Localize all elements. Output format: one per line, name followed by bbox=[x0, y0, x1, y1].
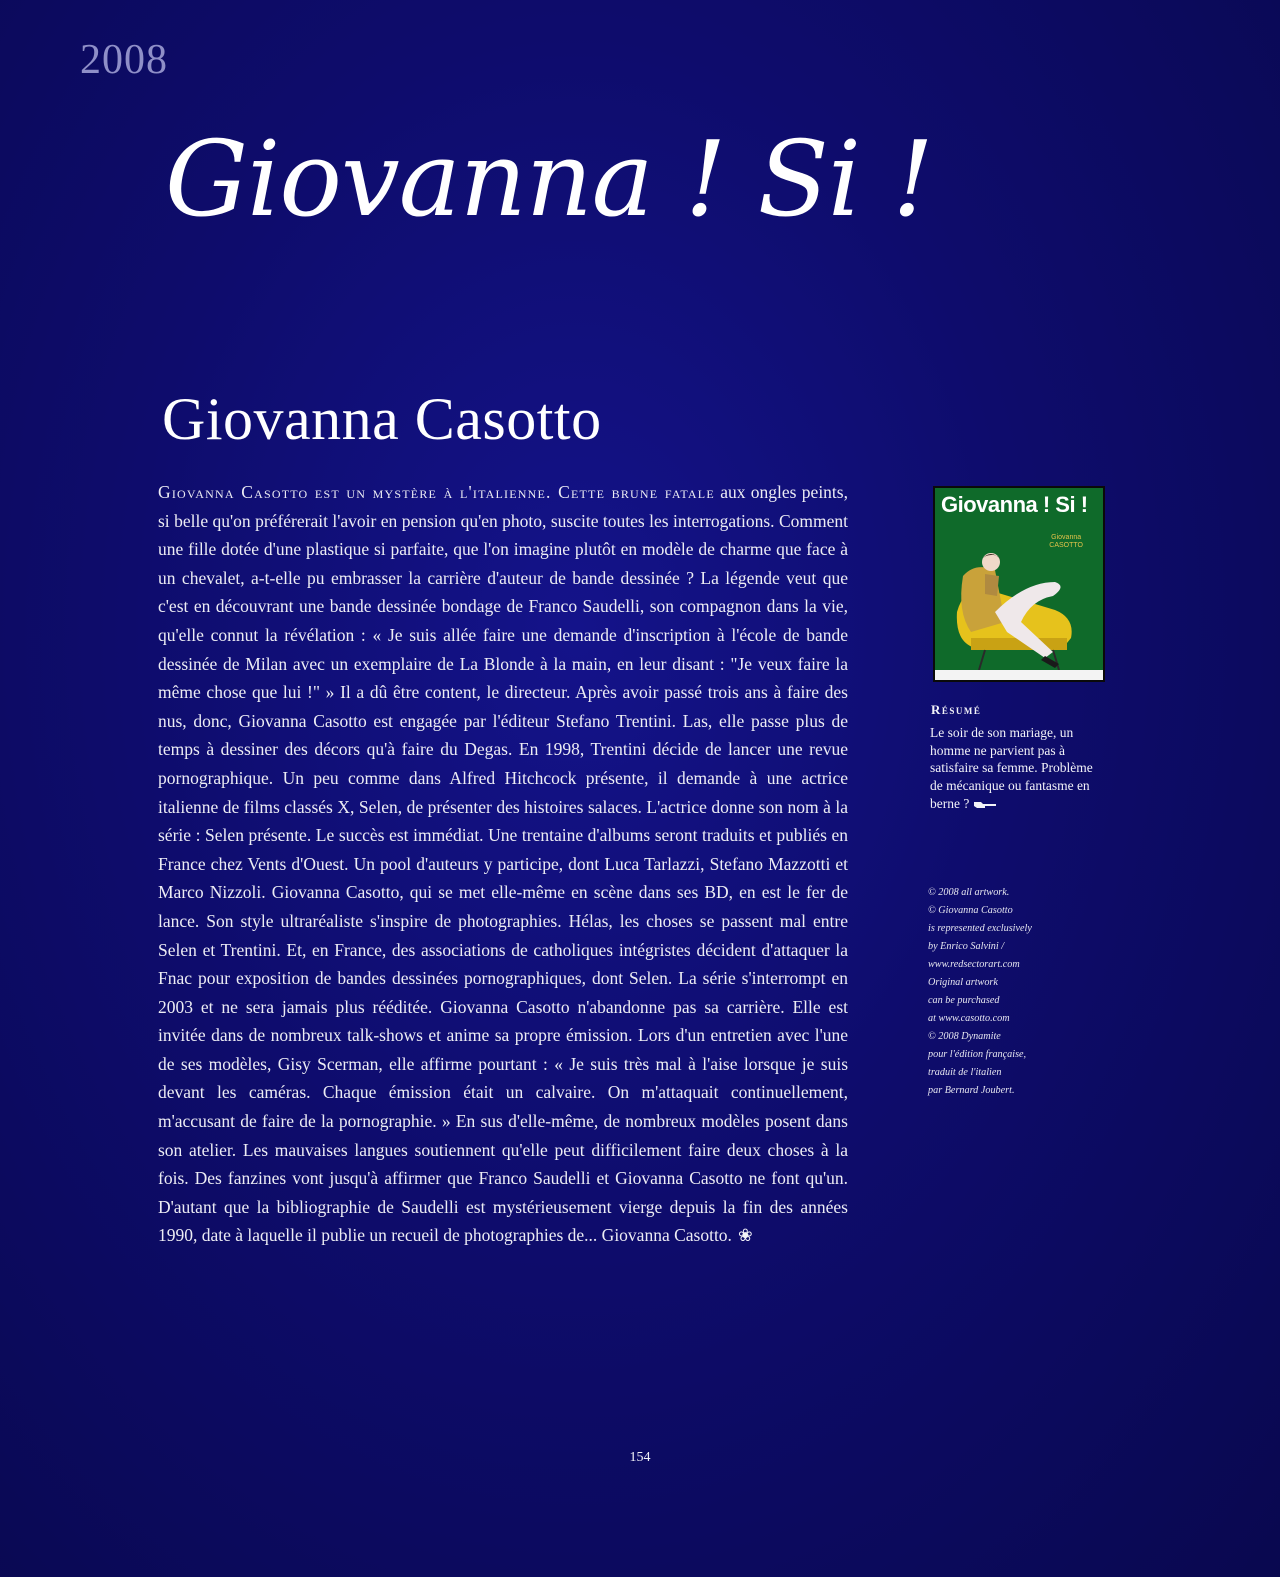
cover-author-first: Giovanna bbox=[1051, 534, 1082, 541]
resume-title: Résumé bbox=[931, 702, 982, 717]
cover-title: Giovanna ! Si ! bbox=[941, 492, 1088, 517]
cover-chair-leg bbox=[979, 650, 985, 670]
credit-line: is represented exclusively bbox=[928, 923, 1032, 934]
cover-bottom-strip bbox=[935, 670, 1103, 680]
credit-line: at www.casotto.com bbox=[928, 1013, 1010, 1024]
cover-figure-head bbox=[982, 553, 1000, 571]
pointing-hand-icon bbox=[973, 800, 997, 810]
cover-author bbox=[1049, 534, 1083, 550]
credits-block bbox=[928, 884, 1108, 1100]
resume-text bbox=[930, 724, 1105, 813]
credit-line: par Bernard Joubert. bbox=[928, 1085, 1015, 1096]
credit-line: © 2008 all artwork. bbox=[928, 887, 1010, 898]
credit-line: can be purchased bbox=[928, 995, 1000, 1006]
cover-author-last: CASOTTO bbox=[1049, 542, 1083, 549]
book-cover-image bbox=[933, 486, 1105, 682]
credit-line: www.redsectorart.com bbox=[928, 959, 1020, 970]
page-title: Giovanna ! Si ! bbox=[165, 118, 933, 240]
author-heading: Giovanna Casotto bbox=[162, 386, 602, 452]
credit-line: pour l'édition française, bbox=[928, 1049, 1027, 1060]
article-text: aux ongles peints, si belle qu'on préférerait l'avoir en pension qu'en photo, suscite toutes les interrogations. Comment une fille dotée d'une plastique si parfaite, que l'on imagine plutôt en modèle de charme que face à un chevalet, a-t-elle pu embrasser la carrière d'auteur de bande dessinée ? La légende veut que c'est en découvrant une bande dessinée bondage de Franco Saudelli, son compagnon dans la vie, qu'elle connut la révélation : « Je suis allée faire une demande d'inscription à l'école de bande dessinée de Milan avec un exemplaire de La Blonde à la main, en leur disant : "Je veux faire la même chose que lui !" » Il a dû être content, le directeur. Après avoir passé trois ans à faire des nus, donc, Giovanna Casotto est engagée par l'éditeur Stefano Trentini. Las, elle passe plus de temps à dessiner des décors qu'à faire du Degas. En 1998, Trentini décide de lancer une revue pornographique. Un peu comme dans Alfred Hitchcock présente, il demande à une actrice italienne de films classés X, Selen, de présenter des histoires salaces. L'actrice donne son nom à la série : Selen présente. Le succès est immédiat. Une trentaine d'albums seront traduits et publiés en France chez Vents d'Ouest. Un pool d'auteurs y participe, dont Luca Tarlazzi, Stefano Mazzotti et Marco Nizzoli. Giovanna Casotto, qui se met elle-même en scène dans ses BD, en est le fer de lance. Son style ultraréaliste s'inspire de photographies. Hélas, les choses se passent mal entre Selen et Trentini. Et, en France, des associations de catholiques intégristes décident d'attaquer la Fnac pour exposition de bandes dessinées pornographiques, dont Selen. La série s'interrompt en 2003 et ne sera jamais plus rééditée. Giovanna Casotto n'abandonne pas sa carrière. Elle est invitée dans de nombreux talk-shows et anime sa propre émission. Lors d'un entretien avec l'une de ses modèles, Gisy Scerman, elle affirme pourtant : « Je suis très mal à l'aise lorsque je suis devant les caméras. Chaque émission était un calvaire. On m'attaquait continuellement, m'accusant de faire de la pornographie. » En sus d'elle-même, de nombreux modèles posent dans son atelier. Les mauvaises langues soutiennent qu'elle peut difficilement faire deux choses à la fois. Des fanzines vont jusqu'à affirmer que Franco Saudelli et Giovanna Casotto ne font qu'un. D'autant que la bibliographie de Saudelli est mystérieusement vierge depuis la fin des années 1990, date à laquelle il publie un recueil de photographies de... Giovanna Casotto. bbox=[158, 482, 848, 1246]
credit-line: © Giovanna Casotto bbox=[928, 905, 1013, 916]
year-label: 2008 bbox=[80, 37, 168, 83]
credit-line: by Enrico Salvini / bbox=[928, 941, 1005, 952]
cover-figure-top bbox=[985, 574, 999, 596]
credit-line: Original artwork bbox=[928, 977, 998, 988]
credit-line: traduit de l'italien bbox=[928, 1067, 1002, 1078]
cover-illustration bbox=[935, 552, 1103, 674]
article-lead: Giovanna Casotto est un mystère à l'italienne. Cette brune fatale bbox=[158, 482, 715, 502]
article-body bbox=[158, 478, 848, 1398]
credit-line: © 2008 Dynamite bbox=[928, 1031, 1001, 1042]
end-ornament-icon: ❀ bbox=[737, 1225, 753, 1246]
page-number: 154 bbox=[629, 1450, 651, 1465]
resume-body: Le soir de son mariage, un homme ne parvient pas à satisfaire sa femme. Problème de mécanique ou fantasme en berne ? bbox=[930, 725, 1093, 811]
